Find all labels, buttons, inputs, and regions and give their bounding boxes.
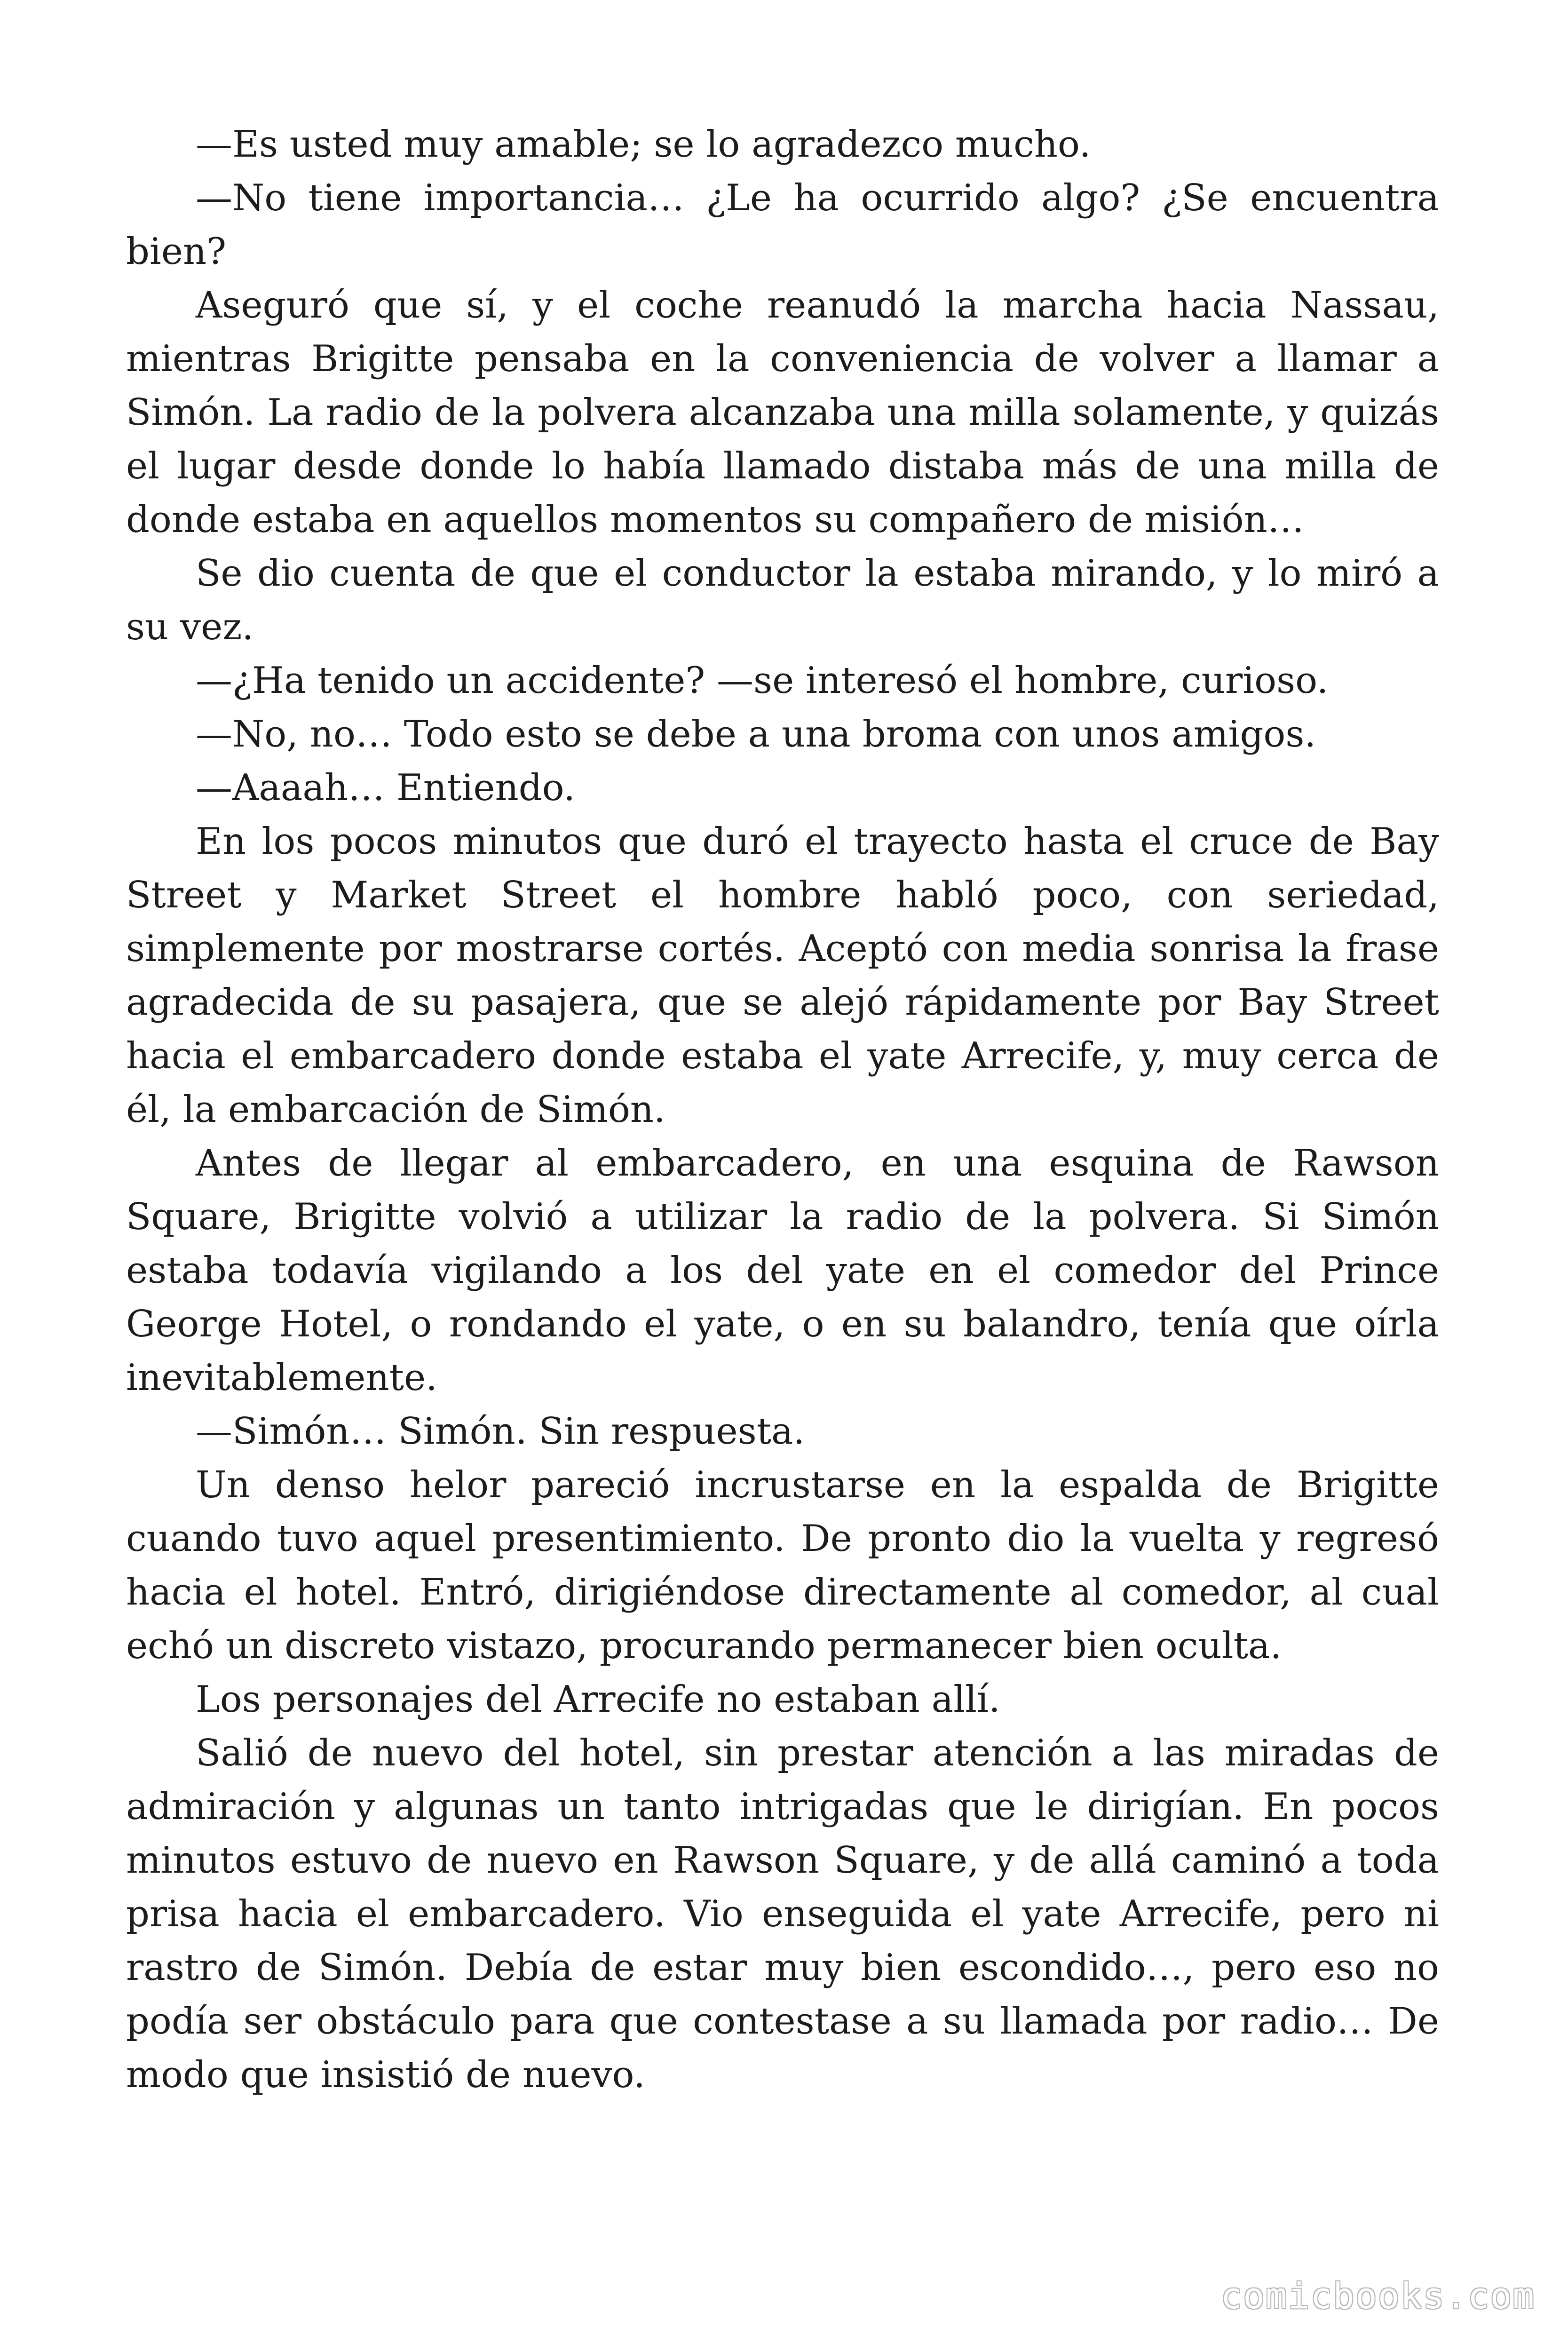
- paragraph: Salió de nuevo del hotel, sin prestar atención a las miradas de admiración y algunas un tanto intrigadas que le dirigían. En pocos minutos estuvo de nuevo en Rawson Square, y de allá caminó a toda prisa hacia el embarcadero. Vio enseguida el yate Arrecife, pero ni rastro de Simón. Debía de estar muy bien escondido…, pero eso no podía ser obstáculo para que contestase a su llamada por radio… De modo que insistió de nuevo.: [126, 1732, 1439, 2096]
- watermark: comicbooks.com: [1220, 2275, 1535, 2317]
- body-text: [126, 118, 1439, 2102]
- paragraph: —Simón… Simón. Sin respuesta.: [196, 1410, 805, 1453]
- paragraph: Aseguró que sí, y el coche reanudó la marcha hacia Nassau, mientras Brigitte pensaba en la conveniencia de volver a llamar a Simón. La radio de la polvera alcanzaba una milla solamente, y quizás el lugar desde donde lo había llamado distaba más de una milla de donde estaba en aquellos momentos su compañero de misión…: [126, 284, 1439, 541]
- paragraph: Antes de llegar al embarcadero, en una esquina de Rawson Square, Brigitte volvió a utilizar la radio de la polvera. Si Simón estaba todavía vigilando a los del yate en el comedor del Prince George Hotel, o rondando el yate, o en su balandro, tenía que oírla inevitablemente.: [126, 1142, 1439, 1399]
- paragraph: Un denso helor pareció incrustarse en la espalda de Brigitte cuando tuvo aquel presentimiento. De pronto dio la vuelta y regresó hacia el hotel. Entró, dirigiéndose directamente al comedor, al cual echó un discreto vistazo, procurando permanecer bien oculta.: [126, 1464, 1439, 1667]
- paragraph: En los pocos minutos que duró el trayecto hasta el cruce de Bay Street y Market Street el hombre habló poco, con seriedad, simplemente por mostrarse cortés. Aceptó con media sonrisa la frase agradecida de su pasajera, que se alejó rápidamente por Bay Street hacia el embarcadero donde estaba el yate Arrecife, y, muy cerca de él, la embarcación de Simón.: [126, 820, 1439, 1131]
- paragraph: —Es usted muy amable; se lo agradezco mucho.: [196, 123, 1091, 166]
- paragraph: —Aaaah… Entiendo.: [196, 767, 576, 809]
- paragraph: —¿Ha tenido un accidente? —se interesó el hombre, curioso.: [196, 660, 1329, 702]
- paragraph: Los personajes del Arrecife no estaban allí.: [196, 1678, 1000, 1721]
- paragraph: Se dio cuenta de que el conductor la estaba mirando, y lo miró a su vez.: [126, 552, 1439, 648]
- paragraph: —No, no… Todo esto se debe a una broma con unos amigos.: [196, 713, 1316, 755]
- paragraph: —No tiene importancia… ¿Le ha ocurrido algo? ¿Se encuentra bien?: [126, 177, 1439, 273]
